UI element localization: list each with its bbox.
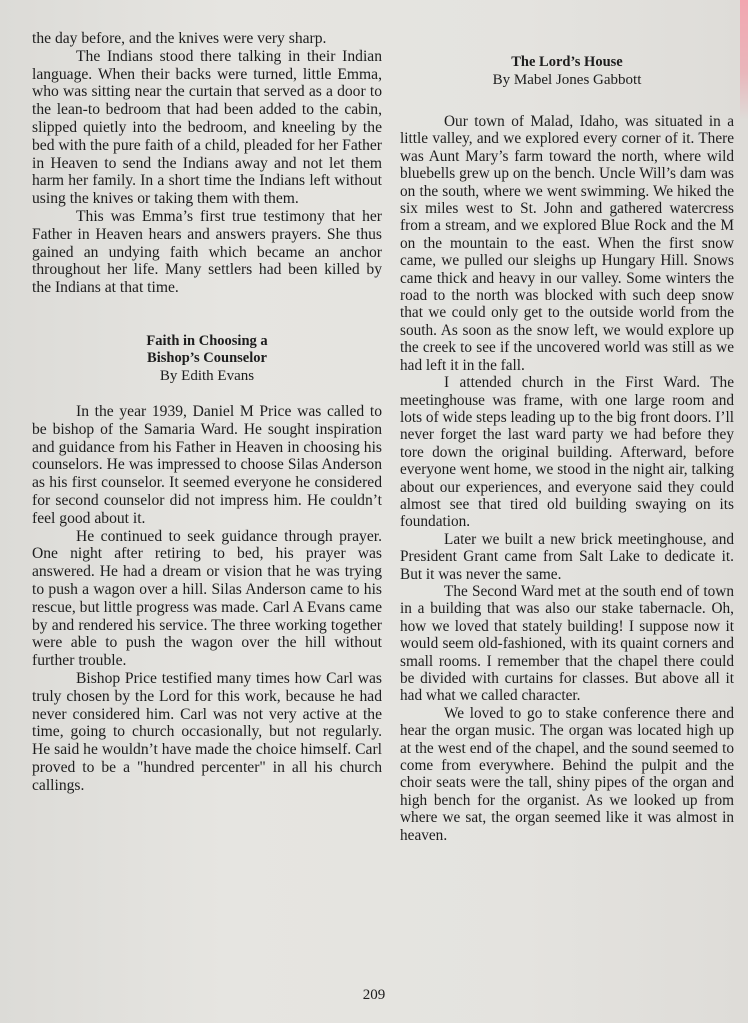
paragraph: I attended church in the First Ward. The meetinghouse was frame, with one large room and lots of wide steps leading up to the big front doors. I’ll never forget the last ward party we had before they tore down the original building. Afterward, before everyone went home, we stood in the night air, talking about our experiences, and everyone said they could almost see that tired old building swaying on its foundation. bbox=[400, 374, 734, 531]
paragraph: The Second Ward met at the south end of town in a building that was also our stake tabernacle. Oh, how we loved that stately building! I suppose now it would seem old-fashioned, with its quaint corners and small rooms. I remember that the chapel there could be divided with curtains for classes. But above all it had what we called character. bbox=[400, 582, 734, 705]
paragraph: Our town of Malad, Idaho, was situated in a little valley, and we explored every corner of it. There was Aunt Mary’s farm toward the north, where wild bluebells grew up on the bench. Uncle Will’s dam was on the south, where we went swimming. We hiked the six miles west to St. John and gathered watercress from a stream, and we explored Blue Rock and the M on the mountain to the east. When the first snow came, we pulled our sleighs up Hungary Hill. Snows came thick and heavy in our valley. Some winters the road to the north was blocked with such deep snow that we could only get to the outside world from the south. As soon as the snow left, we would explore up the creek to see if the uncovered world was still as we had left it in the fall. bbox=[400, 113, 734, 374]
article-heading bbox=[400, 54, 734, 89]
paragraph: Bishop Price testified many times how Carl was truly chosen by the Lord for this work, because he had never considered him. Carl was not very active at the time, going to church occasionally, but not regularly. He said he wouldn’t have made the choice himself. Carl proved to be a "hundred percenter" in all his church callings. bbox=[32, 669, 382, 794]
paragraph: Later we built a new brick meetinghouse, and President Grant came from Salt Lake to dedicate it. But it was never the same. bbox=[400, 530, 734, 583]
right-column bbox=[400, 54, 734, 844]
paragraph: In the year 1939, Daniel M Price was called to be bishop of the Samaria Ward. He sought inspiration and guidance from his Father in Heaven in choosing his counselors. He was impressed to choose Silas Anderson as his first counselor. It seemed everyone he considered for second counselor did not impress him. He couldn’t feel good about it. bbox=[32, 402, 382, 527]
page-number: 209 bbox=[362, 987, 386, 1003]
article-heading bbox=[32, 333, 382, 385]
article-title-line-2: Bishop’s Counselor bbox=[147, 349, 267, 366]
paragraph: We loved to go to stake conference there and hear the organ music. The organ was located high up at the west end of the chapel, and the sound seemed to come from everywhere. Behind the pulpit and the choir seats were the tall, shiny pipes of the organ and high bench for the organist. As we looked up from where we sat, the organ seemed like it was almost in heaven. bbox=[400, 704, 734, 844]
page-edge-decoration bbox=[740, 0, 748, 120]
article-byline: By Mabel Jones Gabbott bbox=[492, 72, 642, 88]
paragraph: He continued to seek guidance through prayer. One night after retiring to bed, his prayer was answered. He had a dream or vision that he was trying to push a wagon over a hill. Silas Anderson came to his rescue, but little progress was made. Carl A Evans came by and rendered his service. The three working together were able to push the wagon over the hill without further trouble. bbox=[32, 527, 382, 670]
article-title: The Lord’s House bbox=[511, 54, 623, 70]
paragraph: This was Emma’s first true testimony that her Father in Heaven hears and answers prayers. She thus gained an undying faith which became an anchor throughout her life. Many settlers had been killed by the Indians at that time. bbox=[32, 207, 382, 297]
article-byline: By Edith Evans bbox=[159, 367, 255, 384]
article-title-line-1: Faith in Choosing a bbox=[146, 332, 268, 349]
paragraph: The Indians stood there talking in their Indian language. When their backs were turned, little Emma, who was sitting near the curtain that served as a door to the lean-to bedroom that had been added to the cabin, slipped quietly into the bedroom, and kneeling by the bed with the pure faith of a child, pleaded for her Father in Heaven to send the Indians away and not let them harm her family. In a short time the Indians left without using the knives or taking them with them. bbox=[32, 47, 382, 208]
left-column bbox=[32, 30, 382, 794]
continued-paragraph: the day before, and the knives were very sharp. bbox=[32, 30, 327, 47]
